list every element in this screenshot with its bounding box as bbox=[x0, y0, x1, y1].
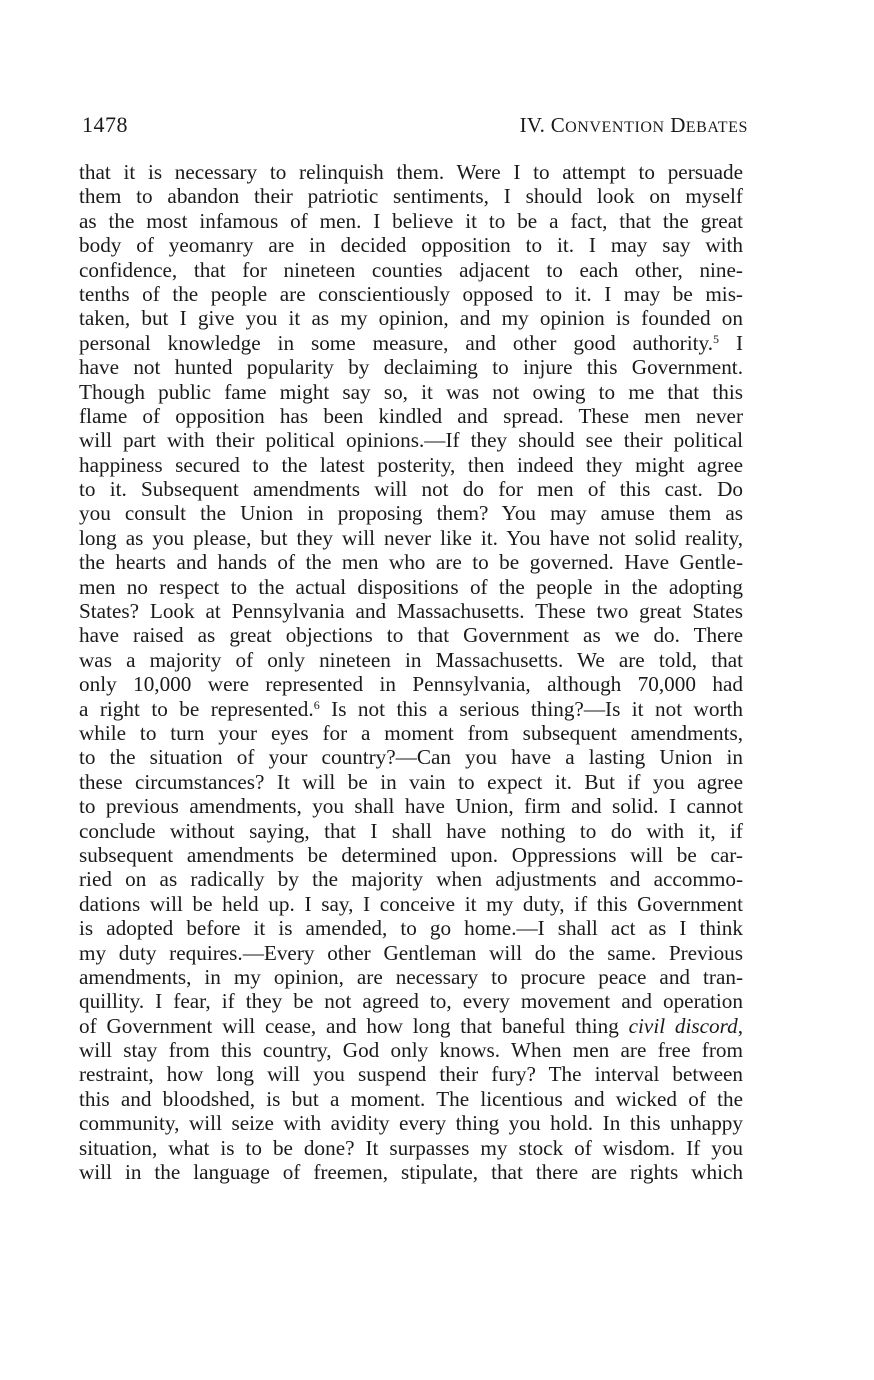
footnote-marker[interactable]: 5 bbox=[713, 331, 720, 346]
text-segment: a right to be represented. bbox=[79, 696, 314, 721]
text-line: this and bloodshed, is but a moment. The licentious and wicked of the bbox=[79, 1086, 743, 1111]
page-number: 1478 bbox=[82, 112, 128, 137]
running-head-word2-rest: EBATES bbox=[685, 119, 748, 136]
italic-phrase: civil discord bbox=[628, 1013, 738, 1038]
footnote-marker[interactable]: 6 bbox=[313, 697, 320, 712]
running-head-word1-rest: ONVENTION bbox=[565, 119, 665, 136]
text-line: to previous amendments, you shall have Union, firm and solid. I cannot bbox=[79, 794, 743, 819]
text-line: long as you please, but they will never like it. You have not solid reality, bbox=[79, 525, 743, 550]
text-line: is adopted before it is amended, to go home.—I shall act as I think bbox=[79, 916, 743, 941]
text-line: the hearts and hands of the men who are to be governed. Have Gentle- bbox=[79, 550, 743, 575]
text-line: will stay from this country, God only knows. When men are free from bbox=[79, 1038, 743, 1063]
page-header bbox=[82, 112, 748, 142]
body-text bbox=[79, 160, 743, 1184]
text-line: have raised as great objections to that Government as we do. There bbox=[79, 623, 743, 648]
text-segment: I bbox=[719, 330, 743, 355]
running-head-word2-initial: D bbox=[670, 113, 686, 137]
text-line: them to abandon their patriotic sentiments, I should look on myself bbox=[79, 184, 743, 209]
text-line: while to turn your eyes for a moment from subsequent amendments, bbox=[79, 720, 743, 745]
text-line: as the most infamous of men. I believe it to be a fact, that the great bbox=[79, 208, 743, 233]
text-segment: Is not this a serious thing?—Is it not worth bbox=[319, 696, 743, 721]
text-line-with-note bbox=[79, 697, 743, 721]
text-line: situation, what is to be done? It surpasses my stock of wisdom. If you bbox=[79, 1135, 743, 1160]
text-line: only 10,000 were represented in Pennsylvania, although 70,000 had bbox=[79, 672, 743, 697]
text-line: amendments, in my opinion, are necessary to procure peace and tran- bbox=[79, 964, 743, 989]
text-line: that it is necessary to relinquish them. Were I to attempt to persuade bbox=[79, 160, 743, 184]
text-line-with-italic bbox=[79, 1014, 743, 1038]
text-line: States? Look at Pennsylvania and Massachusetts. These two great States bbox=[79, 599, 743, 624]
text-line: have not hunted popularity by declaiming to injure this Government. bbox=[79, 355, 743, 380]
text-line: ried on as radically by the majority when adjustments and accommo- bbox=[79, 867, 743, 892]
text-line: to it. Subsequent amendments will not do for men of this cast. Do bbox=[79, 477, 743, 502]
text-line: you consult the Union in proposing them? You may amuse them as bbox=[79, 501, 743, 526]
text-line: men no respect to the actual dispositions of the people in the adopting bbox=[79, 574, 743, 599]
text-line: happiness secured to the latest posterity, then indeed they might agree bbox=[79, 452, 743, 477]
text-line: quillity. I fear, if they be not agreed to, every movement and operation bbox=[79, 989, 743, 1014]
text-segment: of Government will cease, and how long that baneful thing bbox=[79, 1013, 629, 1038]
text-line-with-note bbox=[79, 331, 743, 355]
text-line: restraint, how long will you suspend their fury? The interval between bbox=[79, 1062, 743, 1087]
text-line: will part with their political opinions.—If they should see their political bbox=[79, 428, 743, 453]
text-line: my duty requires.—Every other Gentleman will do the same. Previous bbox=[79, 940, 743, 965]
text-line: dations will be held up. I say, I conceive it my duty, if this Government bbox=[79, 891, 743, 916]
text-line: was a majority of only nineteen in Massachusetts. We are told, that bbox=[79, 647, 743, 672]
text-line: tenths of the people are conscientiously opposed to it. I may be mis- bbox=[79, 281, 743, 306]
text-line: subsequent amendments be determined upon. Oppressions will be car- bbox=[79, 842, 743, 867]
text-line: Though public fame might say so, it was not owing to me that this bbox=[79, 379, 743, 404]
text-segment: , bbox=[737, 1013, 743, 1038]
text-segment: personal knowledge in some measure, and other good authority. bbox=[79, 330, 714, 355]
text-line: community, will seize with avidity every thing you hold. In this unhappy bbox=[79, 1111, 743, 1136]
running-head-prefix: IV. C bbox=[519, 113, 566, 137]
running-head bbox=[520, 113, 748, 138]
text-line: flame of opposition has been kindled and spread. These men never bbox=[79, 403, 743, 428]
text-line: body of yeomanry are in decided opposition to it. I may say with bbox=[79, 233, 743, 258]
text-line: conclude without saying, that I shall have nothing to do with it, if bbox=[79, 818, 743, 843]
text-line: taken, but I give you it as my opinion, and my opinion is founded on bbox=[79, 306, 743, 331]
text-line: will in the language of freemen, stipulate, that there are rights which bbox=[79, 1160, 743, 1185]
text-line: to the situation of your country?—Can you have a lasting Union in bbox=[79, 745, 743, 770]
text-line: these circumstances? It will be in vain to expect it. But if you agree bbox=[79, 769, 743, 794]
text-line: confidence, that for nineteen counties adjacent to each other, nine- bbox=[79, 257, 743, 282]
